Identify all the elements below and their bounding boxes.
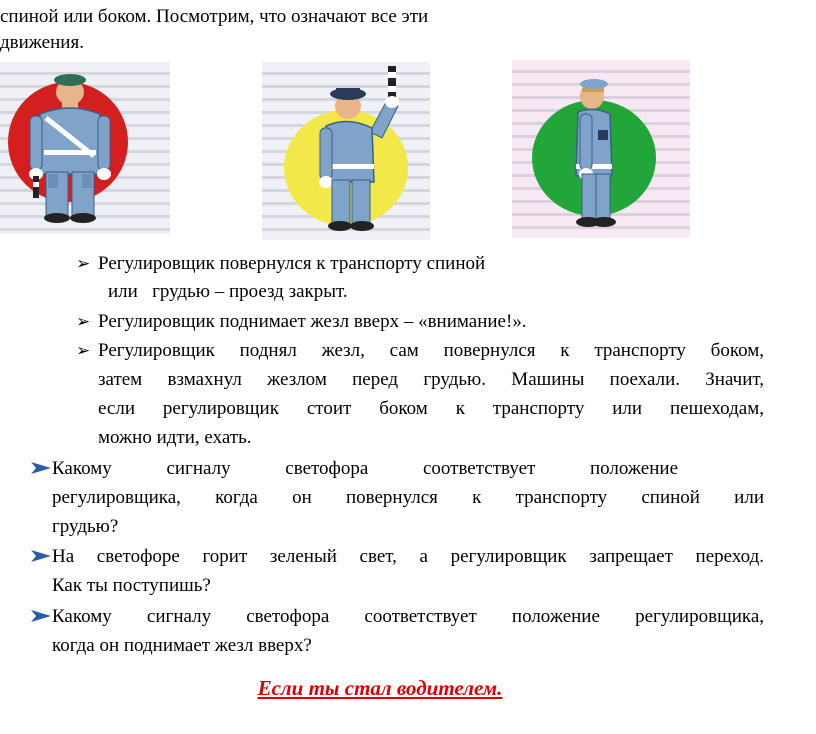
bullet-2-line-1: Регулировщик поднимает жезл вверх – «внимание!». (98, 311, 527, 332)
officer-side-figure (512, 60, 690, 238)
bullet-3-line-2: затем взмахнул жезлом перед грудью. Машины поехали. Значит, (98, 369, 764, 390)
illustration-officer-raised-baton (262, 62, 430, 240)
intro-text (0, 4, 560, 56)
bullet-3-line-1: Регулировщик поднял жезл, сам повернулся к транспорту боком, (98, 340, 764, 361)
question-3-line-1: Какому сигналу светофора соответствует положение регулировщика, (52, 606, 764, 627)
bullet-marker-3: ➢ (76, 341, 91, 360)
officer-raised-baton-figure (262, 62, 430, 240)
intro-line-2: движения. (0, 32, 84, 53)
bullet-marker-2: ➢ (76, 312, 91, 331)
arrow-bullet-icon (30, 461, 52, 475)
question-1-line-2: регулировщика, когда он повернулся к транспорту спиной или (52, 487, 764, 508)
illustration-officer-side (512, 60, 690, 238)
bullet-3-line-3: если регулировщик стоит боком к транспорту или пешеходам, (98, 398, 764, 419)
bullet-marker-1: ➢ (76, 254, 91, 273)
arrow-bullet-icon (30, 549, 52, 563)
bullet-3-line-4: можно идти, ехать. (98, 427, 252, 448)
section-title: Если ты стал водителем. (257, 676, 503, 700)
question-2-line-2: Как ты поступишь? (52, 575, 211, 596)
arrow-bullet-icon (30, 609, 52, 623)
question-3-line-2: когда он поднимает жезл вверх? (52, 635, 312, 656)
illustration-officer-front (0, 62, 170, 234)
intro-line-1: спиной или боком. Посмотрим, что означают все эти (0, 6, 429, 27)
question-2-line-1: На светофоре горит зеленый свет, а регулировщик запрещает переход. (52, 546, 764, 567)
bullet-1-line-1: Регулировщик повернулся к транспорту спиной (98, 253, 486, 274)
question-1-line-3: грудью? (52, 516, 119, 537)
bullet-1-line-2: или грудью – проезд закрыт. (108, 281, 348, 302)
officer-front-figure (0, 62, 170, 234)
question-1-line-1: Какому сигналу светофора соответствует положение (52, 458, 678, 479)
